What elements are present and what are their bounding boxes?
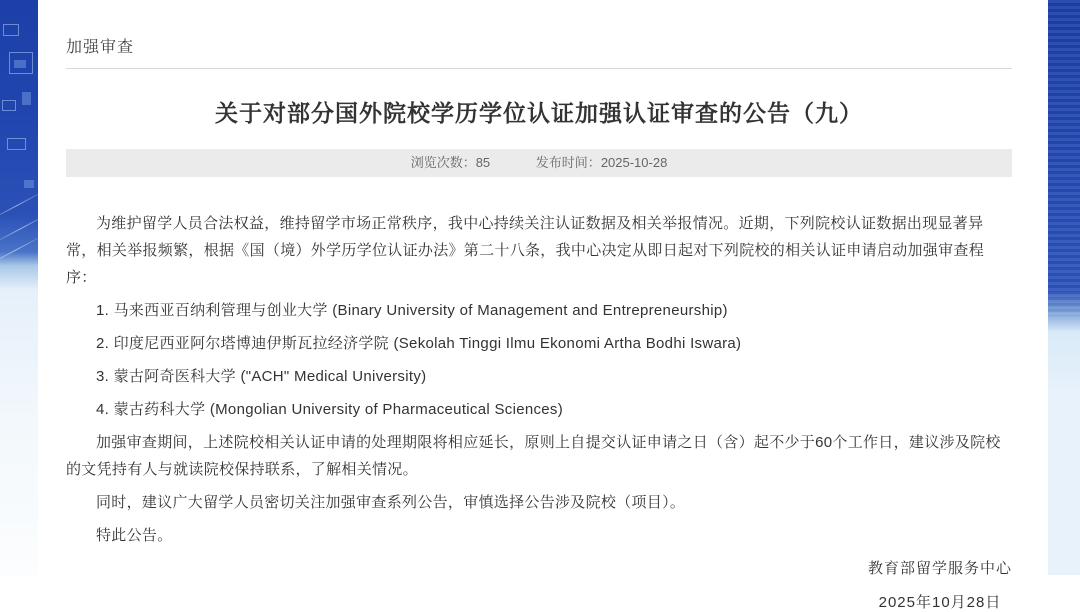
- page-background-right: [1048, 0, 1080, 575]
- signature-organization: 教育部留学服务中心: [867, 560, 1012, 577]
- circuit-pattern: [22, 92, 31, 105]
- article-meta-bar: [66, 149, 1012, 177]
- list-item-university: 2. 印度尼西亚阿尔塔博迪伊斯瓦拉经济学院 (Sekolah Tinggi Ilmu Ekonomi Artha Bodhi Iswara): [96, 335, 742, 352]
- paragraph-closing: 特此公告。: [96, 527, 173, 544]
- circuit-pattern: [7, 138, 26, 150]
- paragraph-extension: 加强审查期间，上述院校相关认证申请的处理期限将相应延长，原则上自提交认证申请之日（含）起不少于60个工作日，建议涉及院校的文凭持有人与就读院校保持联系，了解相关情况。: [66, 434, 1001, 478]
- circuit-pattern: [9, 52, 33, 74]
- page-background-left: [0, 0, 38, 575]
- circuit-pattern: [2, 100, 16, 111]
- paragraph-intro: 为维护留学人员合法权益，维持留学市场正常秩序，我中心持续关注认证数据及相关举报情况。近期，下列院校认证数据出现显著异常，相关举报频繁，根据《国（境）外学历学位认证办法》第二十八条，我中心决定从即日起对下列院校的相关认证申请启动加强审查程序：: [66, 215, 985, 286]
- signature-block: [66, 555, 1012, 612]
- header-divider: [66, 68, 1012, 69]
- circuit-pattern: [3, 24, 19, 36]
- article-card: [38, 0, 1048, 611]
- breadcrumb: 加强审查: [66, 39, 135, 56]
- view-count-value: 85: [475, 155, 491, 170]
- list-item-university: 3. 蒙古阿奇医科大学 ("ACH" Medical University): [96, 368, 427, 385]
- list-item-university: 1. 马来西亚百纳利管理与创业大学 (Binary University of Management and Entrepreneurship): [96, 302, 728, 319]
- signature-date: 2025年10月28日: [878, 594, 1002, 611]
- publish-date-value: 2025-10-28: [600, 155, 668, 170]
- page-title: 关于对部分国外院校学历学位认证加强认证审查的公告（九）: [215, 100, 863, 126]
- article-body: [66, 210, 1012, 612]
- publish-date-label: 发布时间：: [535, 155, 601, 170]
- view-count: [411, 155, 490, 170]
- circuit-pattern: [24, 180, 34, 188]
- paragraph-advice: 同时，建议广大留学人员密切关注加强审查系列公告，审慎选择公告涉及院校（项目）。: [96, 494, 686, 511]
- publish-date: [536, 155, 668, 170]
- view-count-label: 浏览次数：: [410, 155, 476, 170]
- list-item-university: 4. 蒙古药科大学 (Mongolian University of Pharmaceutical Sciences): [96, 401, 564, 418]
